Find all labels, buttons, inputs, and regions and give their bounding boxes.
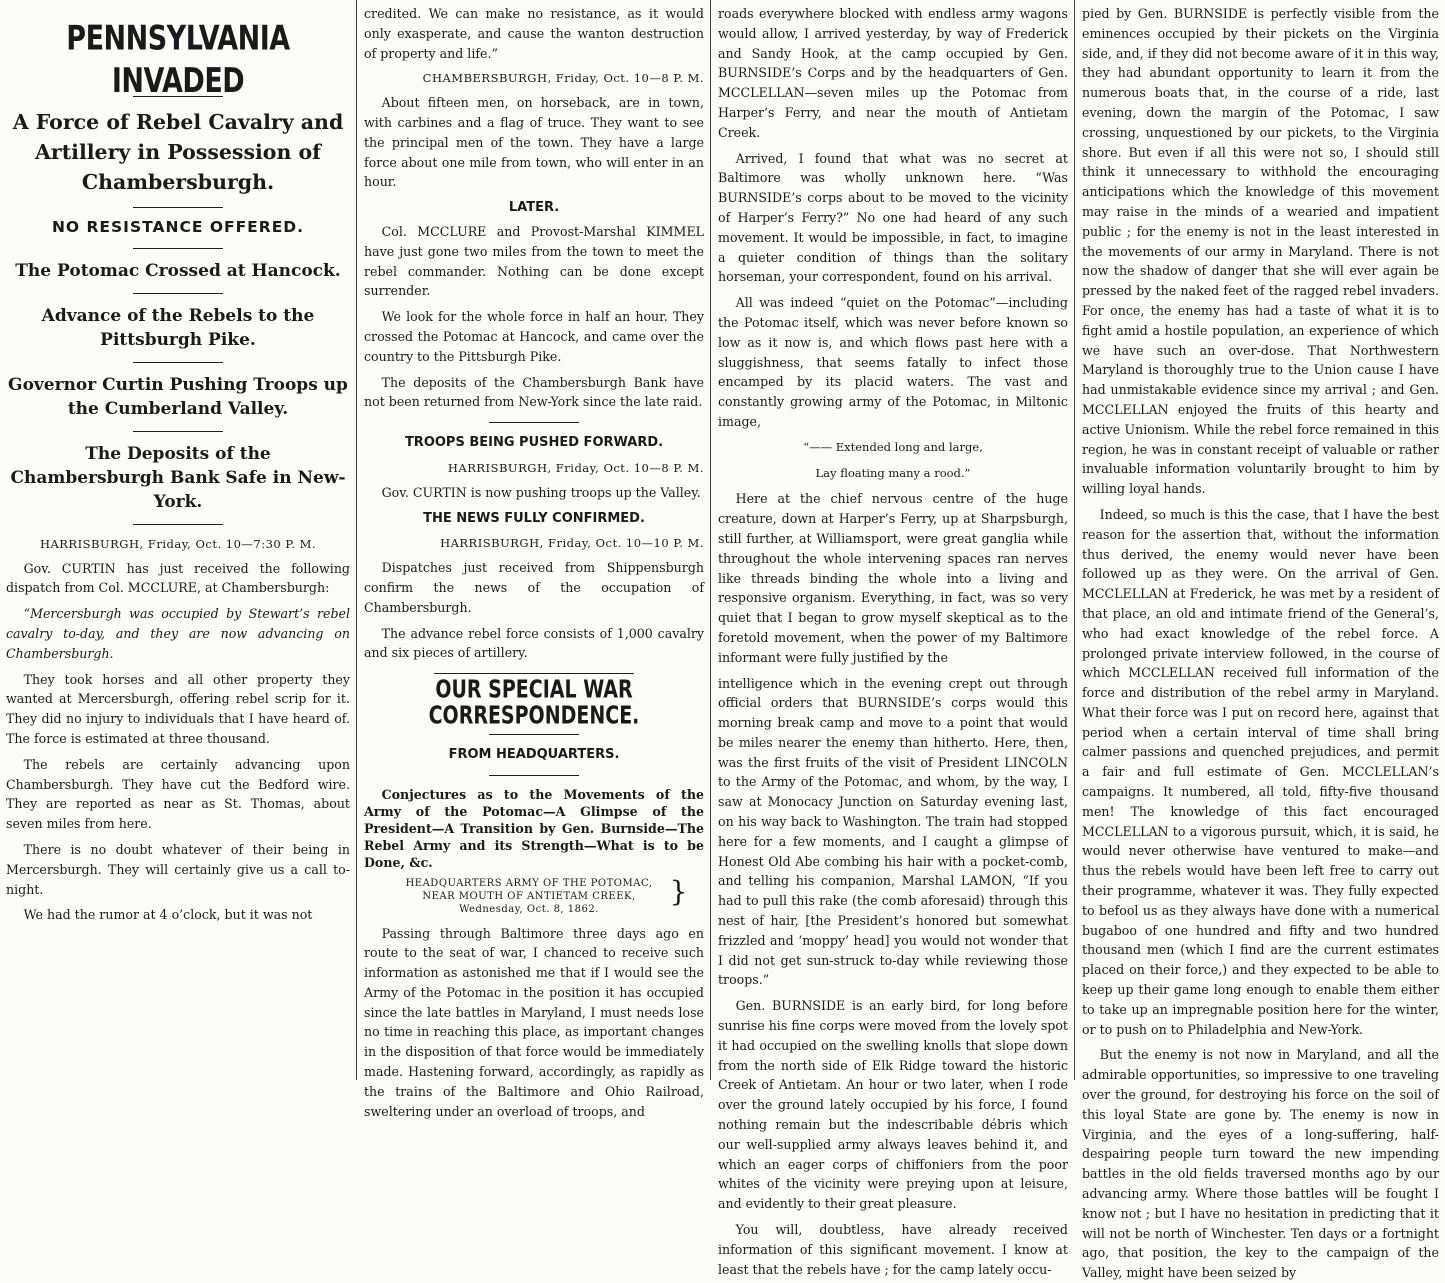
subheadline: The Deposits of the Chambersburgh Bank Safe in New-York. [10, 443, 346, 512]
divider [133, 362, 223, 363]
paragraph: All was indeed “quiet on the Potomac”—including the Potomac itself, which was never before known so low as it now is, and which flows past here with a sluggishness, that seems fatally to infect those encamped by its placid waters. The vast and constantly growing army of the Potomac, in Miltonic image, [718, 295, 1068, 429]
divider [489, 775, 579, 776]
paragraph: Arrived, I found that what was no secret at Baltimore was wholly unknown here. “Was BURNSIDE’s corps about to be moved to the vicinity of Harper’s Ferry?” No one had heard of any such movement. It would be impossible, in fact, to imagine a quieter condition of things than the solitary horseman, your correspondent, found on his arrival. [718, 150, 1068, 285]
paragraph: The rebels are certainly advancing upon Chambersburgh. They have cut the Bedford wire. They are reported as near as St. Thomas, about seven miles from here. [6, 756, 350, 832]
divider [133, 524, 223, 525]
brace-icon: } [669, 874, 688, 908]
paragraph: Indeed, so much is this the case, that I have the best reason for the assertion that, without the information thus derived, the enemy would never have been followed up as they were. On the arrival of Gen. MCCLELLAN at Frederick, he was met by a resident of that place, an old and intimate friend of the General’s, who had exact knowledge of the rebel force. A prolonged private interview followed, in the course of which MCCLELLAN received full information of the force and distribution of the rebel army in Maryland. What their force was I put on record here, against that period when a certain interval of time shall bring calmer passions and quenched prejudices, and permit a fair and full estimate of Gen. MCCLELLAN’s campaigns. It numbered, all told, fifty-five thousand men! The knowledge of this fact encouraged MCCLELLAN to a vigorous pursuit, which, it is said, he would never otherwise have ventured to make—and thus the rebels would have been left free to carry out their programme, whatever it was. They fully expected to befool us as they always have done with a numerical bugaboo of one hundred and fifty and two hundred thousand men (which I find are the current estimates placed on their force,) and they expected to be able to keep up their game long enough to enable them either to take up an impregnable position here for the winter, or to push on to Philadelphia and New-York. [1082, 506, 1439, 1037]
paragraph: Gen. BURNSIDE is an early bird, for long before sunrise his fine corps were moved from the lovely spot it had occupied on the swelling knolls that slope down from the north side of Elk Ridge toward the historic Creek of Antietam. An hour or two later, when I rode over the ground lately occupied by his force, I found nothing remain but the indescribable débris which our well-supplied army always leaves behind it, and which an eager corps of chiffoniers from the poor whites of the vicinity were preying upon at leisure, and evidently to their great pleasure. [718, 998, 1068, 1212]
divider [133, 431, 223, 432]
paragraph: The advance rebel force consists of 1,000 cavalry and six pieces of artillery. [364, 625, 704, 661]
paragraph: The deposits of the Chambersburgh Bank have not been returned from New-York since the late raid. [364, 374, 704, 410]
subheadline: NO RESISTANCE OFFERED. [51, 218, 305, 236]
paragraph: roads everywhere blocked with endless army wagons would allow, I arrived yesterday, by way of Frederick and Sandy Hook, at the camp occupied by Gen. BURNSIDE’s Corps and by the headquarters of Gen. MCCLELLAN—seven miles up the Potomac from Harper’s Ferry, and near the mouth of Antietam Creek. [718, 6, 1068, 140]
dateline-line: HEADQUARTERS ARMY OF THE POTOMAC, [405, 877, 653, 889]
dateline: HARRISBURGH, Friday, Oct. 10—8 P. M. [447, 460, 704, 475]
paragraph: We look for the whole force in half an hour. They crossed the Potomac at Hancock, and came over the country to the Pittsburgh Pike. [364, 309, 704, 364]
paragraph: We had the rumor at 4 o’clock, but it was not [23, 907, 313, 923]
paragraph: They took horses and all other property they wanted at Mercersburgh, offering rebel scrip for it. They did no injury to individuals that I have heard of. The force is estimated at three thousand. [6, 671, 350, 746]
dateline-line: NEAR MOUTH OF ANTIETAM CREEK, [422, 890, 636, 902]
subheadline: Governor Curtin Pushing Troops up the Cumberland Valley. [8, 374, 348, 419]
section-heading: LATER. [508, 200, 560, 216]
divider [133, 293, 223, 294]
paragraph: Gov. CURTIN has just received the following dispatch from Col. MCCLURE, at Chambersburgh: [6, 560, 350, 596]
column-2 [358, 0, 710, 1119]
headquarters-dateline [384, 874, 688, 916]
divider [489, 734, 579, 735]
subheadline: A Force of Rebel Cavalry and Artillery in Possession of Chambersburgh. [12, 110, 344, 194]
column-rule [356, 0, 357, 1080]
subheadline: Advance of the Rebels to the Pittsburgh Pike. [41, 305, 315, 350]
section-heading: FROM HEADQUARTERS. [448, 746, 620, 762]
paragraph: pied by Gen. BURNSIDE is perfectly visible from the eminences occupied by their pickets on the Virginia side, and, if they did not become aware of it in this way, they had abundant opportunity to learn it from the numerous boats that, in the course of a ride, last evening, down the margin of the Potomac, I saw crossing, unquestioned by our pickets, to the Virginia shore. But even if all this were not so, I should still think it unnecessary to withhold the encouraging anticipations which the knowledge of this movement may raise in the minds of a wearied and impatient public ; for the enemy is not in the least interested in the movements of our army in Maryland. There is not now the shadow of danger that she will ever again be pressed by the naked feet of the ragged rebel invaders. For once, the enemy has had a taste of what it is to fight amid a hostile population, an experience of which we have such an over-dose. That Northwestern Maryland is thoroughly true to the Union cause I have had unmistakable evidence since my arrival ; and Gen. MCCLELLAN enjoyed the fruits of this hearty and active Unionism. While the rebel force remained in this region, he was in constant receipt of valuable or rather invaluable information voluntarily brought to him by willing loyal hands. [1082, 6, 1439, 497]
paragraph: intelligence which in the evening crept out through official orders that BURNSIDE’s corps would this morning break camp and move to a point that would be miles nearer the enemy than hitherto. Here, then, was the first fruits of the visit of President LINCOLN to the Army of the Potomac, and whom, by the way, I saw at Monocacy Junction on Saturday evening last, on his way back to Washington. The train had stopped here for a few moments, and I caught a glimpse of Honest Old Abe combing his hair with a pocket-comb, and telling his companion, Marshal LAMON, “If you had to pull this rake (the comb aforesaid) through this nest of hair, [the President’s honored but somewhat frizzled and ‘moppy’ head] you would not wonder that I did not get sun-struck to-day while reviewing those troops.” [718, 675, 1068, 988]
paragraph: Passing through Baltimore three days ago en route to the seat of war, I chanced to receive such information as astonished me that if I would see the Army of the Potomac in the position it has occupied since the late battles in Maryland, I must needs lose no time in reaching this place, as important changes in the disposition of that force would be immediately made. Hastening forward, accordingly, as rapidly as the trains of the Baltimore and Ohio Railroad, sweltering under an overload of troops, and [364, 925, 704, 1119]
paragraph: There is no doubt whatever of their being in Mercersburgh. They will certainly give us a call to-night. [6, 841, 350, 897]
paragraph: “Mercersburgh was occupied by Stewart’s rebel cavalry to-day, and they are now advancing on Chambersburgh. [6, 606, 350, 661]
divider [434, 673, 634, 674]
summary-deck: Conjectures as to the Movements of the Army of the Potomac—A Glimpse of the President—A Transition by Gen. Burnside—The Rebel Army and its Strength—What is to be Done, &c. [364, 786, 704, 870]
column-1 [0, 0, 356, 1080]
subheadline: The Potomac Crossed at Hancock. [15, 260, 341, 281]
column-rule [710, 0, 711, 1080]
divider [489, 422, 579, 423]
dateline-line: Wednesday, Oct. 8, 1862. [459, 903, 599, 915]
paragraph: Gov. CURTIN is now pushing troops up the Valley. [381, 484, 701, 500]
column-3 [712, 0, 1074, 1277]
paragraph: About fifteen men, on horseback, are in town, with carbines and a flag of truce. They want to see the principal men of the town. They have a large force about one mile from town, who will enter in an hour. [364, 95, 704, 190]
section-heading: TROOPS BEING PUSHED FORWARD. [404, 435, 664, 451]
divider [133, 207, 223, 208]
section-heading: THE NEWS FULLY CONFIRMED. [423, 510, 645, 526]
paragraph: You will, doubtless, have already received information of this significant movement. I know at least that the rebels have ; for the camp lately occu- [718, 1222, 1068, 1277]
paragraph: Here at the chief nervous centre of the huge creature, down at Harper’s Ferry, up at Sharpsburgh, still further, at Williamsport, were great ganglia while throughout the whole intervening spaces ran nerves like threads binding the whole into a living and responsive organism. Everything, in fact, was so very quiet that I began to grow myself skeptical as to the foretold movement, when the power of my Baltimore informant were fully justified by the [718, 491, 1068, 665]
paragraph: Dispatches just received from Shippensburgh confirm the news of the occupation of Chambersburgh. [364, 560, 704, 615]
dateline: HARRISBURGH, Friday, Oct. 10—10 P. M. [440, 536, 704, 551]
dateline: HARRISBURGH, Friday, Oct. 10—7:30 P. M. [39, 536, 317, 551]
paragraph: credited. We can make no resistance, as it would only exasperate, and cause the wanton destruction of property and life.” [364, 6, 704, 61]
divider [133, 248, 223, 249]
column-4 [1076, 0, 1445, 1281]
main-headline: PENNSYLVANIA INVADED [66, 19, 290, 101]
section-headline: OUR SPECIAL WAR CORRESPONDENCE. [428, 675, 640, 730]
verse-line: Lay floating many a rood.” [815, 465, 971, 480]
paragraph: Col. MCCLURE and Provost-Marshal KIMMEL have just gone two miles from the town to meet the rebel commander. Nothing can be done except surrender. [364, 223, 704, 299]
dateline: CHAMBERSBURGH, Friday, Oct. 10—8 P. M. [422, 71, 704, 86]
verse-line: “—— Extended long and large, [803, 439, 983, 454]
paragraph: But the enemy is not now in Maryland, and all the admirable opportunities, so impressive to one traveling over the ground, for destroying his force on the soil of this loyal State are gone by. The enemy is now in Virginia, and the eyes of a long-suffering, half-despairing people turn toward the new impending battles in the old fields traversed months ago by our advancing army. Where those battles will be fought I know not ; but I have no hesitation in predicting that it will not be north of Winchester. Ten days or a fortnight ago, that position, the key to the campaign of the Valley, might have been seized by [1082, 1047, 1439, 1281]
column-rule [1074, 0, 1075, 1080]
